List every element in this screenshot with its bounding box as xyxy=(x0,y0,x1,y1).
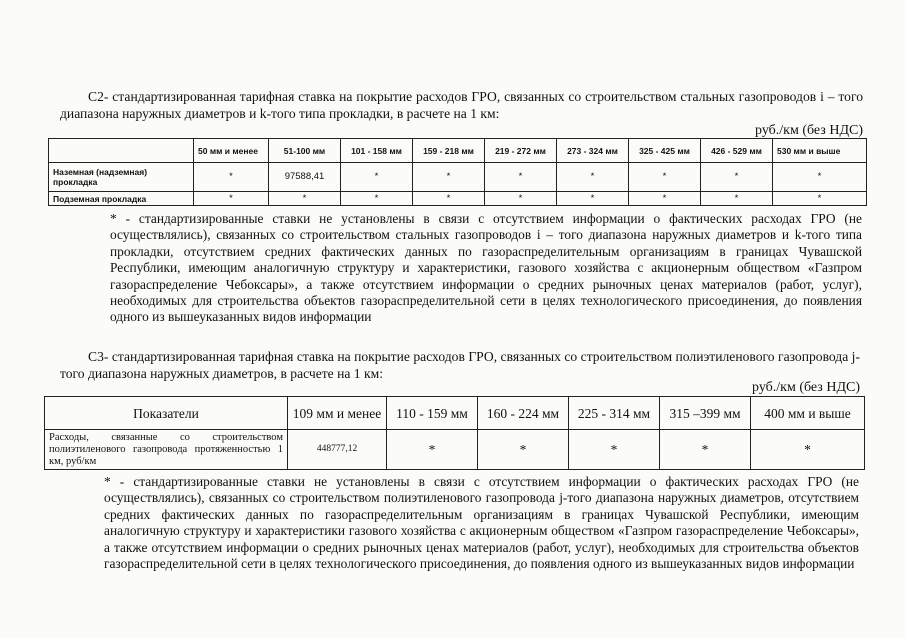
table-header-cell: 315 –399 мм xyxy=(660,397,751,430)
table-header-cell: 225 - 314 мм xyxy=(569,397,660,430)
row-label: Расходы, связанные со строительством полиэтиленового газопровода протяженностью 1 км, руб/км xyxy=(45,430,288,470)
table-cell: * xyxy=(557,192,629,206)
table-header-cell: 530 мм и выше xyxy=(773,139,867,163)
table-cell: * xyxy=(387,430,478,470)
row-label: Наземная (надземная) прокладка xyxy=(49,163,194,192)
table-header-cell: 426 - 529 мм xyxy=(701,139,773,163)
table-header-cell: 219 - 272 мм xyxy=(485,139,557,163)
table-cell: * xyxy=(701,163,773,192)
c3-footnote: * - стандартизированные ставки не установлены в связи с отсутствием информации о фактических расходах ГРО (не осуществлялись), связанных со строительством полиэтиленового газопровода j-того диапазона наружных диаметров, отсутствием средних фактических данных по газораспределительным организациям в границах Чувашской Республики, имеющим аналогичную структуру и характеристики газового хозяйства с акционерным обществом «Газпром газораспределение Чебоксары», а также отсутствием информации о средних рыночных ценах материалов (работ, услуг), необходимых для строительства объектов газораспределительной сети в целях технологического присоединения, до появления одного из вышеуказанных видов информации xyxy=(104,474,859,572)
c2-unit-label: руб./км (без НДС) xyxy=(755,123,863,138)
table-row xyxy=(49,163,867,192)
table-header-cell: Показатели xyxy=(45,397,288,430)
table-header-cell: 51-100 мм xyxy=(269,139,341,163)
c2-footnote: * - стандартизированные ставки не установлены в связи с отсутствием информации о фактических расходах ГРО (не осуществлялись), связанных со строительством стальных газопроводов i – того диапазона наружных диаметров и k-того типа прокладки, отсутствием средних фактических данных по газораспределительным организациям в границах Чувашской Республики, имеющим аналогичную структуру и характеристики, газового хозяйства с акционерным обществом «Газпром газораспределение Чебоксары», а также отсутствием информации о средних рыночных ценах материалов (работ, услуг), необходимых для строительства объектов газораспределительной сети в целях технологического присоединения, до появления одного из вышеуказанных видов информации xyxy=(110,211,862,325)
c2-heading: С2- стандартизированная тарифная ставка на покрытие расходов ГРО, связанных со строительством стальных газопроводов i – того диапазона наружных диаметров и k-того типа прокладки, в расчете на 1 км: xyxy=(60,89,863,121)
table-header-cell: 110 - 159 мм xyxy=(387,397,478,430)
table-cell: * xyxy=(413,163,485,192)
c2-table xyxy=(48,138,867,206)
table-header-cell: 50 мм и менее xyxy=(194,139,269,163)
table-header-row xyxy=(45,397,865,430)
table-row xyxy=(45,430,865,470)
table-cell: * xyxy=(629,192,701,206)
table-header-cell: 101 - 158 мм xyxy=(341,139,413,163)
table-cell: * xyxy=(485,163,557,192)
table-cell: * xyxy=(557,163,629,192)
table-cell: * xyxy=(413,192,485,206)
c3-table xyxy=(44,396,865,470)
table-header-cell: 159 - 218 мм xyxy=(413,139,485,163)
table-cell: * xyxy=(751,430,865,470)
table-header-cell xyxy=(49,139,194,163)
table-cell: * xyxy=(701,192,773,206)
table-header-cell: 273 - 324 мм xyxy=(557,139,629,163)
table-cell: * xyxy=(341,163,413,192)
c3-heading: С3- стандартизированная тарифная ставка на покрытие расходов ГРО, связанных со строительством полиэтиленового газопровода j-того диапазона наружных диаметров, в расчете на 1 км: xyxy=(60,349,860,381)
table-cell: * xyxy=(194,192,269,206)
table-cell: * xyxy=(773,163,867,192)
table-header-cell: 400 мм и выше xyxy=(751,397,865,430)
table-cell: * xyxy=(660,430,751,470)
table-cell: 448777,12 xyxy=(288,430,387,470)
table-cell: * xyxy=(341,192,413,206)
table-cell: * xyxy=(478,430,569,470)
table-cell: * xyxy=(629,163,701,192)
table-cell: * xyxy=(269,192,341,206)
table-cell: 97588,41 xyxy=(269,163,341,192)
table-cell: * xyxy=(194,163,269,192)
table-header-cell: 160 - 224 мм xyxy=(478,397,569,430)
c3-unit-label: руб./км (без НДС) xyxy=(752,380,860,395)
table-header-row xyxy=(49,139,867,163)
table-cell: * xyxy=(569,430,660,470)
table-header-cell: 109 мм и менее xyxy=(288,397,387,430)
row-label: Подземная прокладка xyxy=(49,192,194,206)
table-row xyxy=(49,192,867,206)
table-header-cell: 325 - 425 мм xyxy=(629,139,701,163)
table-cell: * xyxy=(773,192,867,206)
table-cell: * xyxy=(485,192,557,206)
